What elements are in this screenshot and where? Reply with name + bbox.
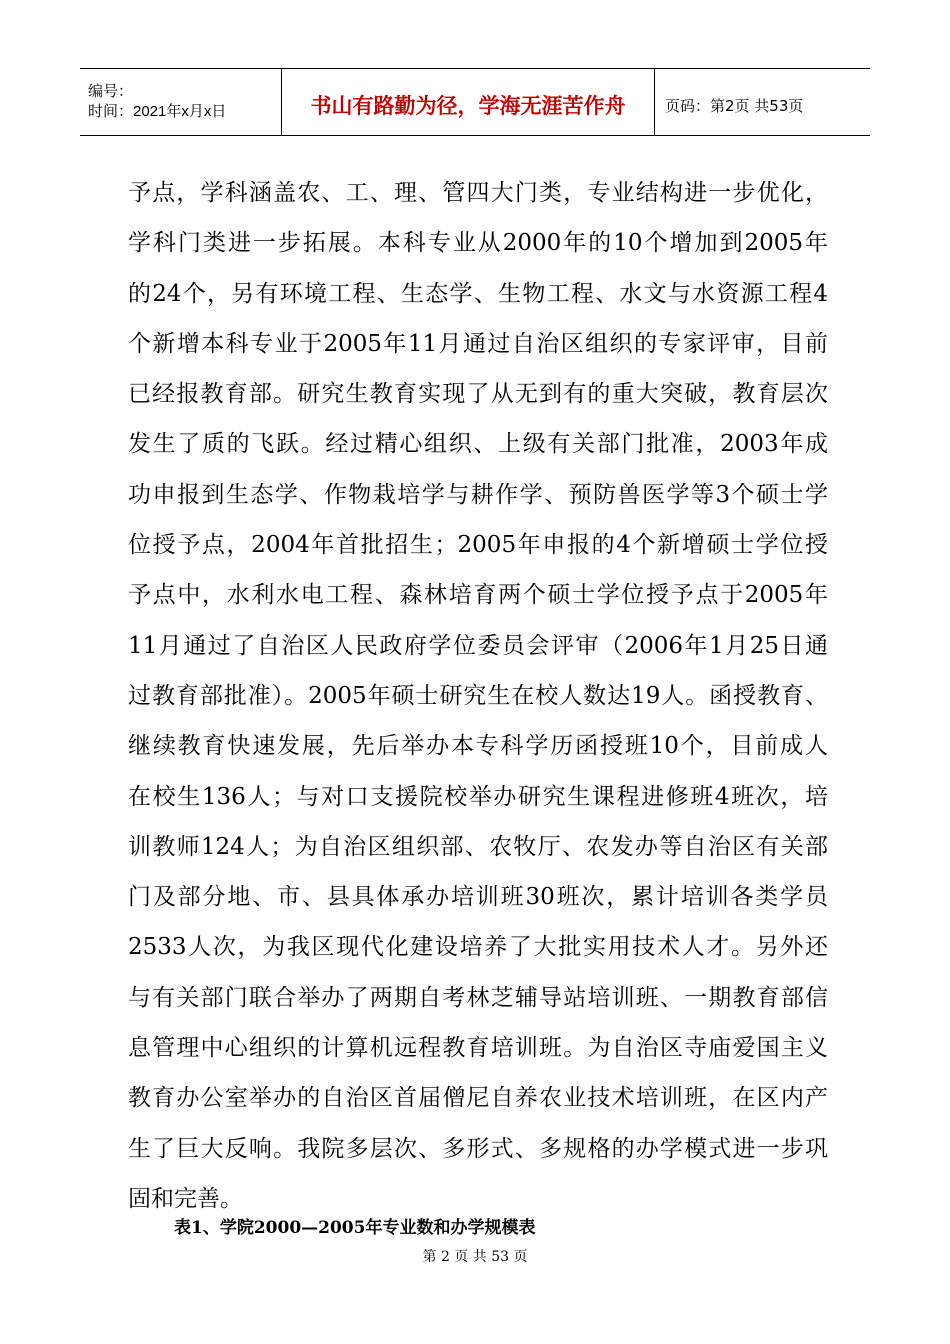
- header-motto: 书山有路勤为径，学海无涯苦作舟: [282, 69, 655, 135]
- header-meta: [80, 69, 282, 135]
- text-line: 已经报教育部。研究生教育实现了从无到有的重大突破，教育层次: [128, 381, 828, 408]
- document-date: 时间：2021年x月x日: [88, 103, 227, 120]
- text-line: 过教育部批准）。2005年硕士研究生在校人数达19人。函授教育、: [128, 682, 828, 709]
- text-line: 息管理中心组织的计算机远程教育培训班。为自治区寺庙爱国主义: [128, 1035, 828, 1062]
- text-line: 与有关部门联合举办了两期自考林芝辅导站培训班、一期教育部信: [128, 984, 828, 1011]
- text-line: 功申报到生态学、作物栽培学与耕作学、预防兽医学等3个硕士学: [128, 481, 828, 508]
- page-footer: 第 2 页 共 53 页: [422, 1249, 528, 1265]
- text-line: 训教师124人；为自治区组织部、农牧厅、农发办等自治区有关部: [128, 833, 828, 860]
- body-paragraph: [128, 168, 828, 1224]
- text-line: 予点，学科涵盖农、工、理、管四大门类，专业结构进一步优化，: [128, 180, 828, 206]
- header-page-info: 页码：第2页 共53页: [665, 96, 804, 115]
- text-line: 11月通过了自治区人民政府学位委员会评审（2006年1月25日通: [128, 632, 828, 659]
- text-line: 门及部分地、市、县具体承办培训班30班次，累计培训各类学员: [128, 884, 828, 911]
- text-line: 学科门类进一步拓展。本科专业从2000年的10个增加到2005年: [128, 230, 828, 257]
- text-line: 2533人次，为我区现代化建设培养了大批实用技术人才。另外还: [128, 934, 828, 961]
- text-line: 个新增本科专业于2005年11月通过自治区组织的专家评审，目前: [128, 330, 828, 357]
- text-line: 生了巨大反响。我院多层次、多形式、多规格的办学模式进一步巩: [128, 1135, 828, 1162]
- text-line: 固和完善。: [128, 1185, 243, 1212]
- text-line: 教育办公室举办的自治区首届僧尼自养农业技术培训班，在区内产: [128, 1085, 828, 1112]
- text-line: 继续教育快速发展，先后举办本专科学历函授班10个，目前成人: [128, 733, 828, 760]
- text-line: 的24个，另有环境工程、生态学、生物工程、水文与水资源工程4: [128, 280, 828, 307]
- text-line: 予点中，水利水电工程、森林培育两个硕士学位授予点于2005年: [128, 582, 828, 609]
- text-line: 在校生136人；与对口支援院校举办研究生课程进修班4班次，培: [128, 783, 828, 810]
- page-header: [80, 68, 870, 136]
- text-line: 位授予点，2004年首批招生；2005年申报的4个新增硕士学位授: [128, 532, 828, 559]
- table-caption: 表1、学院2000—2005年专业数和办学规模表: [174, 1218, 536, 1238]
- text-line: 发生了质的飞跃。经过精心组织、上级有关部门批准，2003年成: [128, 431, 828, 458]
- document-number-label: 编号：: [88, 83, 134, 100]
